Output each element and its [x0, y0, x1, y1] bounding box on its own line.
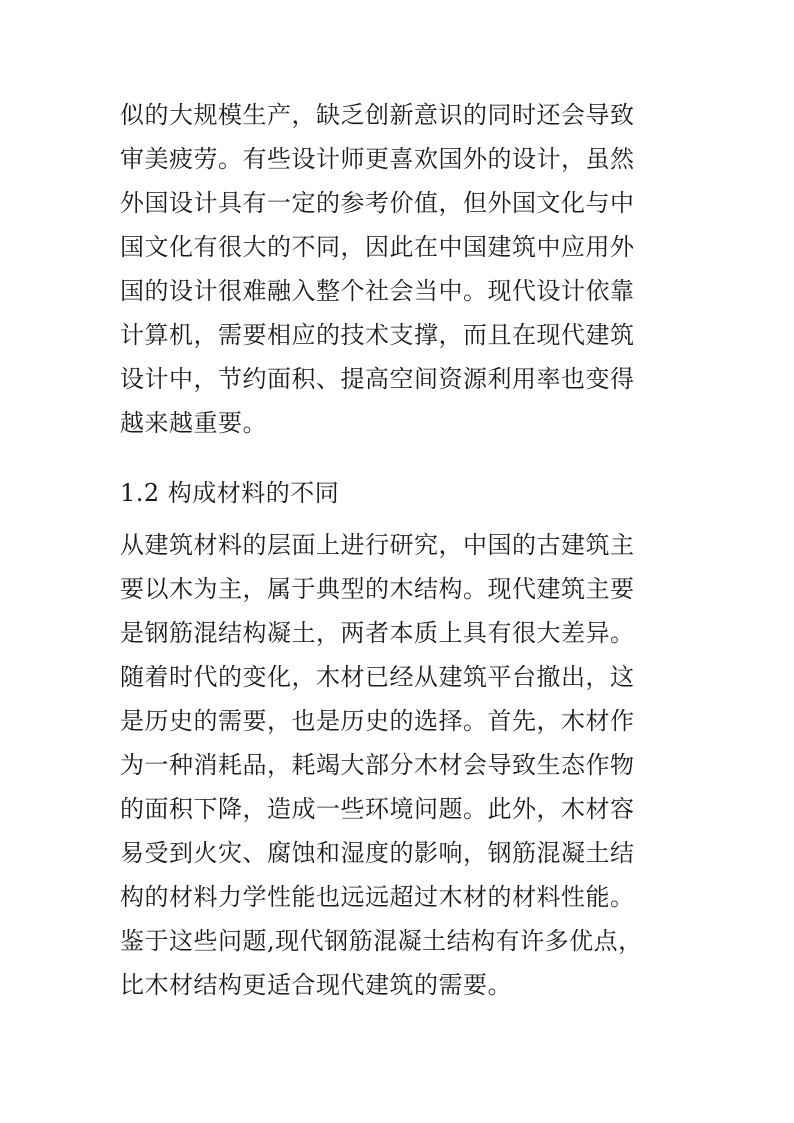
section-heading-block — [120, 471, 700, 515]
paragraph-line: 计算机，需要相应的技术支撑，而且在现代建筑 — [120, 321, 635, 349]
paragraph-line: 国文化有很大的不同，因此在中国建筑中应用外 — [120, 233, 635, 261]
paragraph-line: 是钢筋混结构凝土，两者本质上具有很大差异。 — [120, 619, 635, 647]
paragraph-line: 要以木为主，属于典型的木结构。现代建筑主要 — [120, 575, 635, 603]
paragraph-line: 的面积下降，造成一些环境问题。此外，木材容 — [120, 795, 635, 823]
paragraph-line: 鉴于这些问题,现代钢筋混凝土结构有许多优点， — [120, 927, 643, 955]
paragraph-line: 审美疲劳。有些设计师更喜欢国外的设计，虽然 — [120, 145, 635, 173]
paragraph-line: 国的设计很难融入整个社会当中。现代设计依靠 — [120, 277, 635, 305]
paragraph-line: 似的大规模生产，缺乏创新意识的同时还会导致 — [120, 101, 635, 129]
paragraph-line: 构的材料力学性能也远远超过木材的材料性能。 — [120, 883, 635, 911]
paragraph-line: 易受到火灾、腐蚀和湿度的影响，钢筋混凝土结 — [120, 839, 635, 867]
paragraph-line: 越来越重要。 — [120, 409, 267, 437]
paragraph-line: 外国设计具有一定的参考价值，但外国文化与中 — [120, 189, 635, 217]
paragraph-1 — [120, 93, 700, 445]
paragraph-2 — [120, 523, 700, 1007]
paragraph-line: 从建筑材料的层面上进行研究，中国的古建筑主 — [120, 531, 635, 559]
paragraph-line: 设计中，节约面积、提高空间资源利用率也变得 — [120, 365, 635, 393]
paragraph-line: 比木材结构更适合现代建筑的需要。 — [120, 971, 512, 999]
paragraph-line: 随着时代的变化，木材已经从建筑平台撤出，这 — [120, 663, 635, 691]
paragraph-line: 为一种消耗品，耗竭大部分木材会导致生态作物 — [120, 751, 635, 779]
paragraph-line: 是历史的需要，也是历史的选择。首先，木材作 — [120, 707, 635, 735]
section-heading: 1.2 构成材料的不同 — [120, 479, 340, 507]
